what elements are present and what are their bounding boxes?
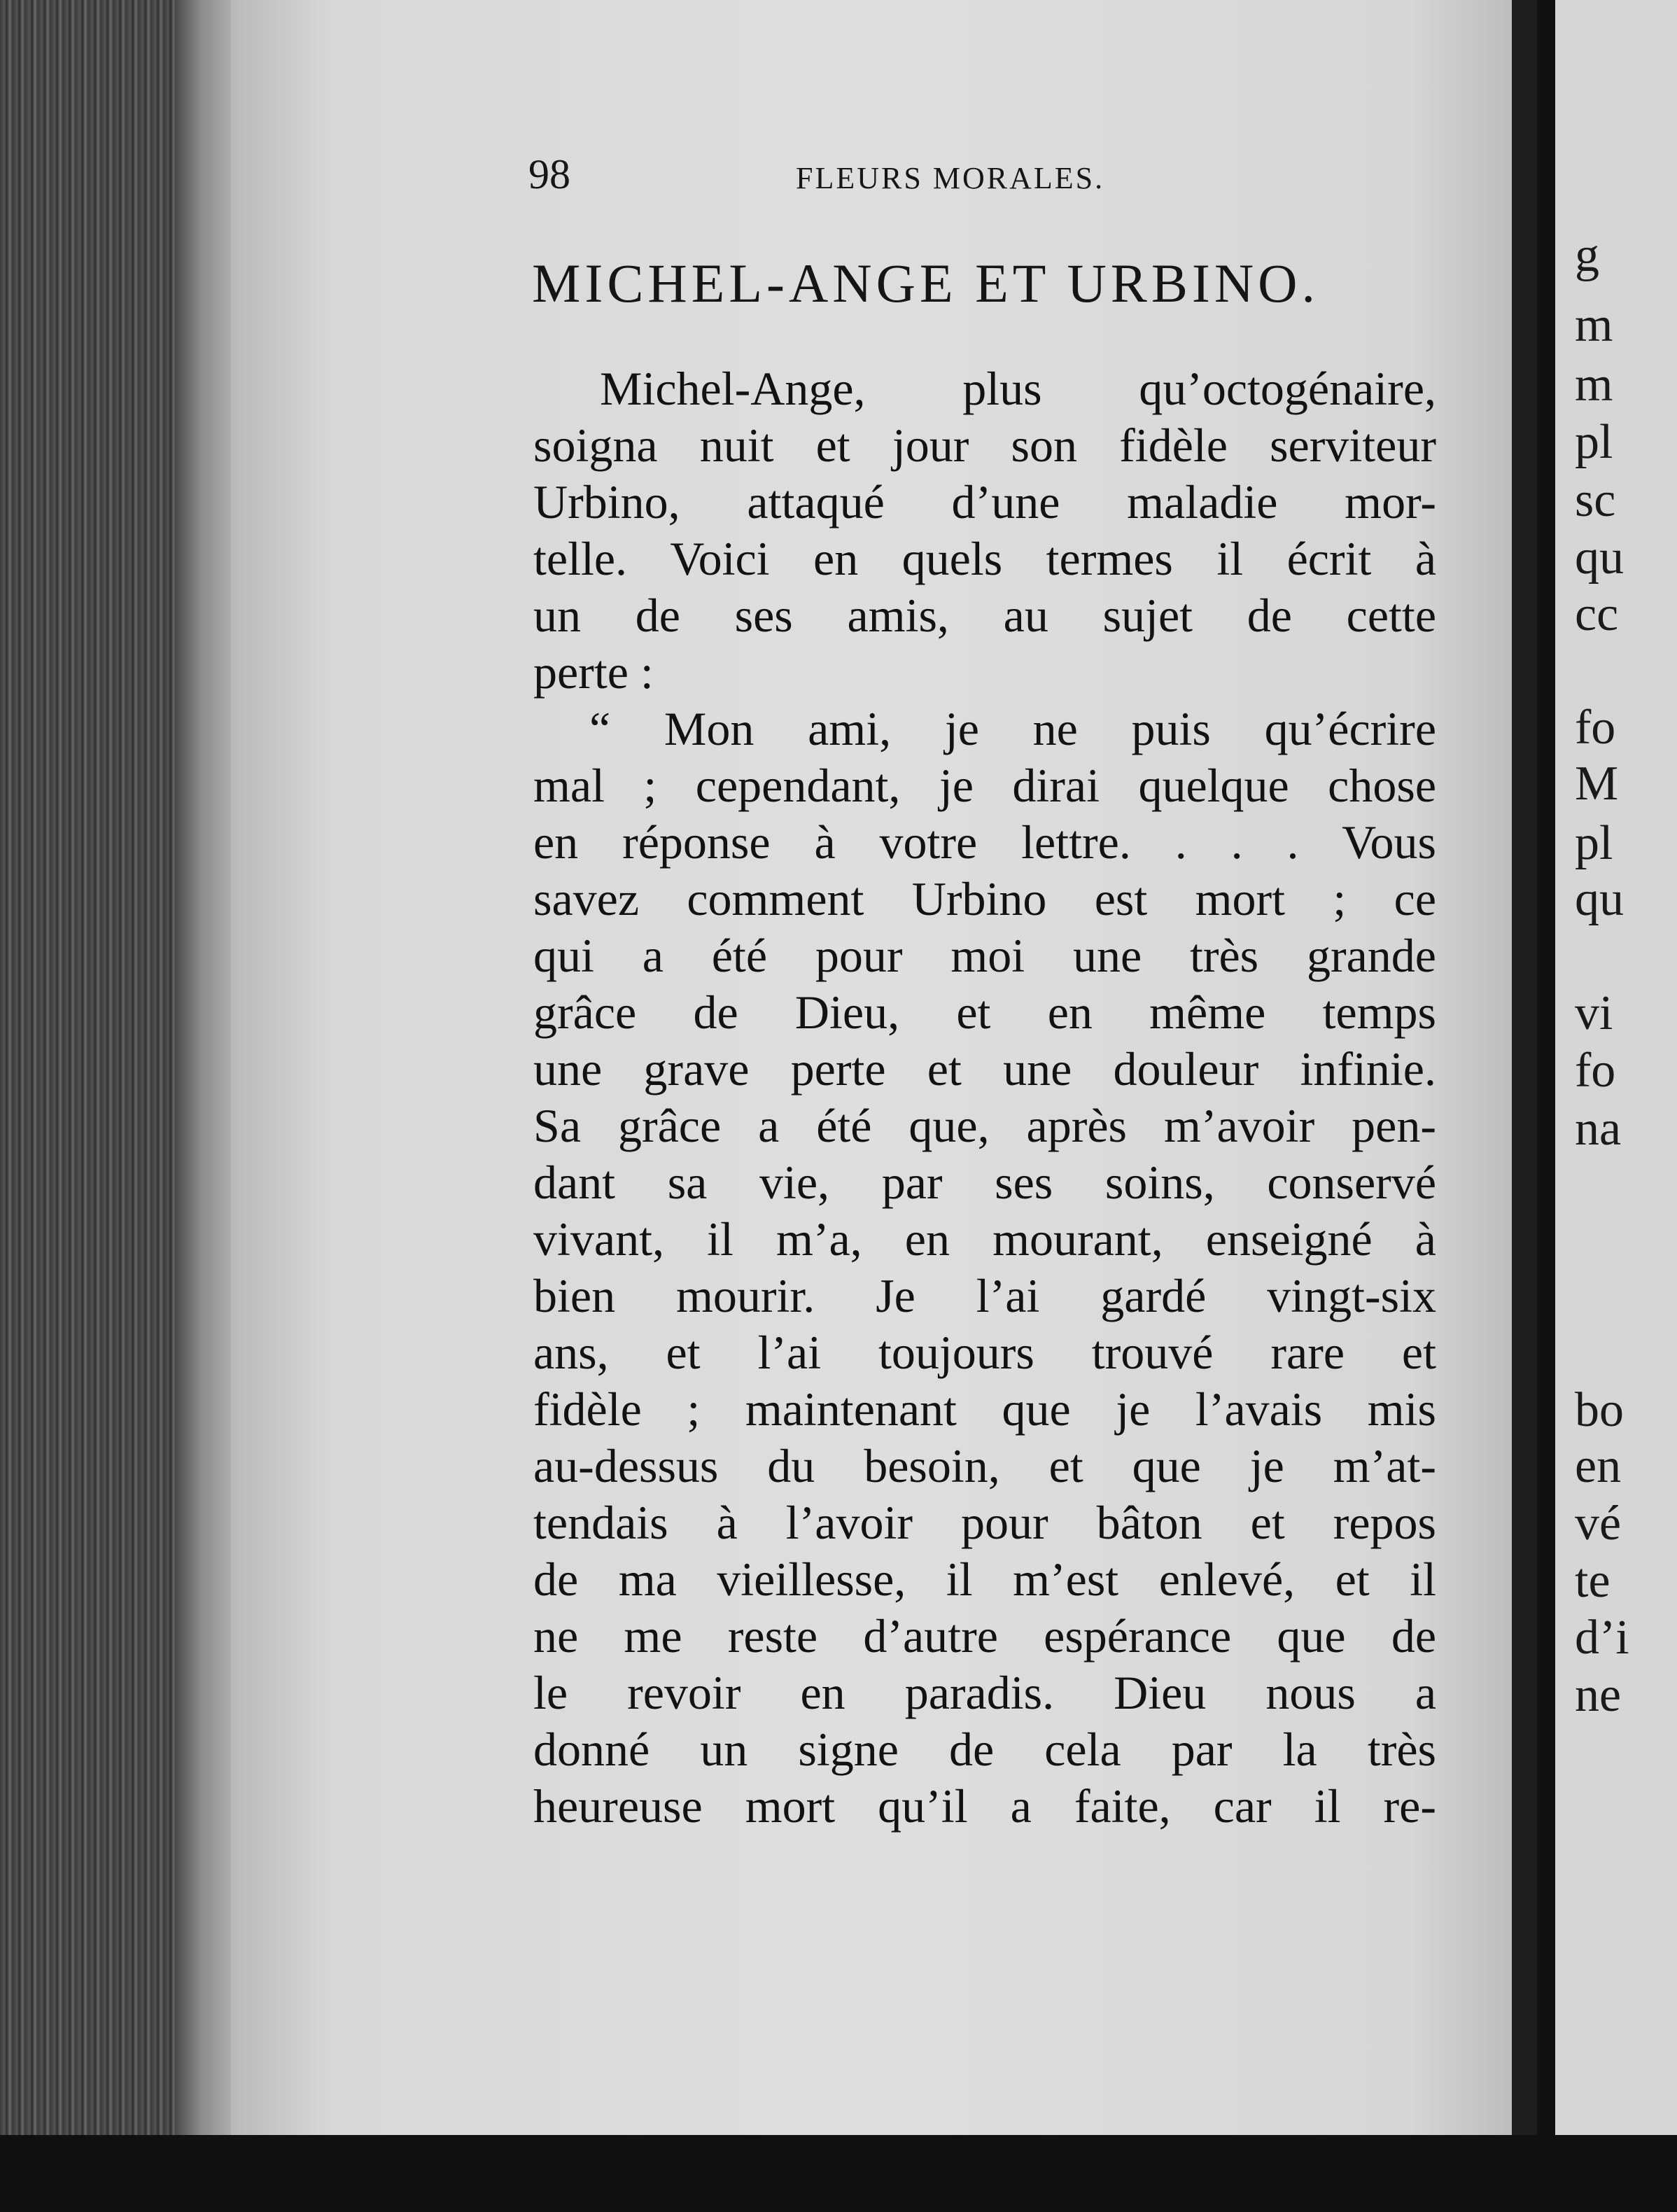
text-line: une grave perte et une douleur infinie. [533, 1042, 1436, 1096]
facing-page-fragment: vi [1575, 986, 1613, 1040]
text-line: qui a été pour moi une très grande [533, 929, 1436, 982]
chapter-title: MICHEL-ANGE ET URBINO. [532, 253, 1319, 314]
facing-page-fragment: ne [1575, 1668, 1622, 1722]
running-title: FLEURS MORALES. [796, 161, 1105, 195]
facing-page [1555, 0, 1677, 2156]
text-line: fidèle ; maintenant que je l’avais mis [533, 1382, 1436, 1436]
facing-page-fragment: m [1575, 298, 1613, 352]
text-line: heureuse mort qu’il a faite, car il re- [533, 1779, 1436, 1833]
page-number: 98 [528, 151, 570, 197]
facing-page-fragment: qu [1575, 531, 1624, 584]
facing-page-fragment: M [1575, 757, 1619, 811]
text-line: bien mourir. Je l’ai gardé vingt-six [533, 1269, 1436, 1322]
text-line: le revoir en paradis. Dieu nous a [533, 1666, 1436, 1719]
text-line: soigna nuit et jour son fidèle serviteur [533, 419, 1436, 472]
text-line: de ma vieillesse, il m’est enlevé, et il [533, 1553, 1436, 1606]
facing-page-fragment: na [1575, 1102, 1622, 1156]
facing-page-fragment: fo [1575, 701, 1616, 755]
facing-page-fragment: m [1575, 358, 1613, 412]
facing-page-fragment: sc [1575, 473, 1616, 527]
body-text [533, 360, 1436, 1835]
text-line: tendais à l’avoir pour bâton et repos [533, 1496, 1436, 1549]
text-line: Urbino, attaqué d’une maladie mor- [533, 475, 1436, 528]
facing-page-fragment: vé [1575, 1497, 1622, 1550]
text-line: ne me reste d’autre espérance que de [533, 1609, 1436, 1662]
text-line: grâce de Dieu, et en même temps [533, 986, 1436, 1039]
text-line: telle. Voici en quels termes il écrit à [533, 532, 1436, 585]
facing-page-fragment: d’i [1575, 1611, 1629, 1665]
facing-page-fragment: fo [1575, 1044, 1616, 1098]
text-line: Sa grâce a été que, après m’avoir pen- [533, 1099, 1436, 1152]
book-gutter [1537, 0, 1555, 2156]
text-line: perte : [533, 645, 654, 699]
text-line: vivant, il m’a, en mourant, enseigné à [533, 1212, 1436, 1266]
facing-page-fragment: bo [1575, 1383, 1624, 1437]
text-line: dant sa vie, par ses soins, conservé [533, 1156, 1436, 1209]
text-line: en réponse à votre lettre. . . . Vous [533, 816, 1436, 869]
text-line: au-dessus du besoin, et que je m’at- [533, 1439, 1436, 1492]
text-line: donné un signe de cela par la très [533, 1723, 1436, 1776]
text-line: “ Mon ami, je ne puis qu’écrire [589, 702, 1436, 755]
scan-bottom-edge [0, 2135, 1677, 2212]
text-line: mal ; cependant, je dirai quelque chose [533, 759, 1436, 812]
text-line: savez comment Urbino est mort ; ce [533, 872, 1436, 925]
text-line: un de ses amis, au sujet de cette [533, 589, 1436, 642]
running-head [528, 150, 1438, 200]
page-edge-highlight [175, 0, 238, 2212]
facing-page-fragment: pl [1575, 816, 1613, 870]
text-line: ans, et l’ai toujours trouvé rare et [533, 1326, 1436, 1379]
facing-page-fragment: cc [1575, 587, 1619, 641]
facing-page-fragment: te [1575, 1554, 1611, 1608]
text-line: Michel-Ange, plus qu’octogénaire, [600, 362, 1436, 415]
facing-page-fragment: qu [1575, 872, 1624, 926]
facing-page-fragment: en [1575, 1439, 1622, 1493]
facing-page-fragment: pl [1575, 415, 1613, 469]
facing-page-fragment: g [1575, 228, 1599, 282]
